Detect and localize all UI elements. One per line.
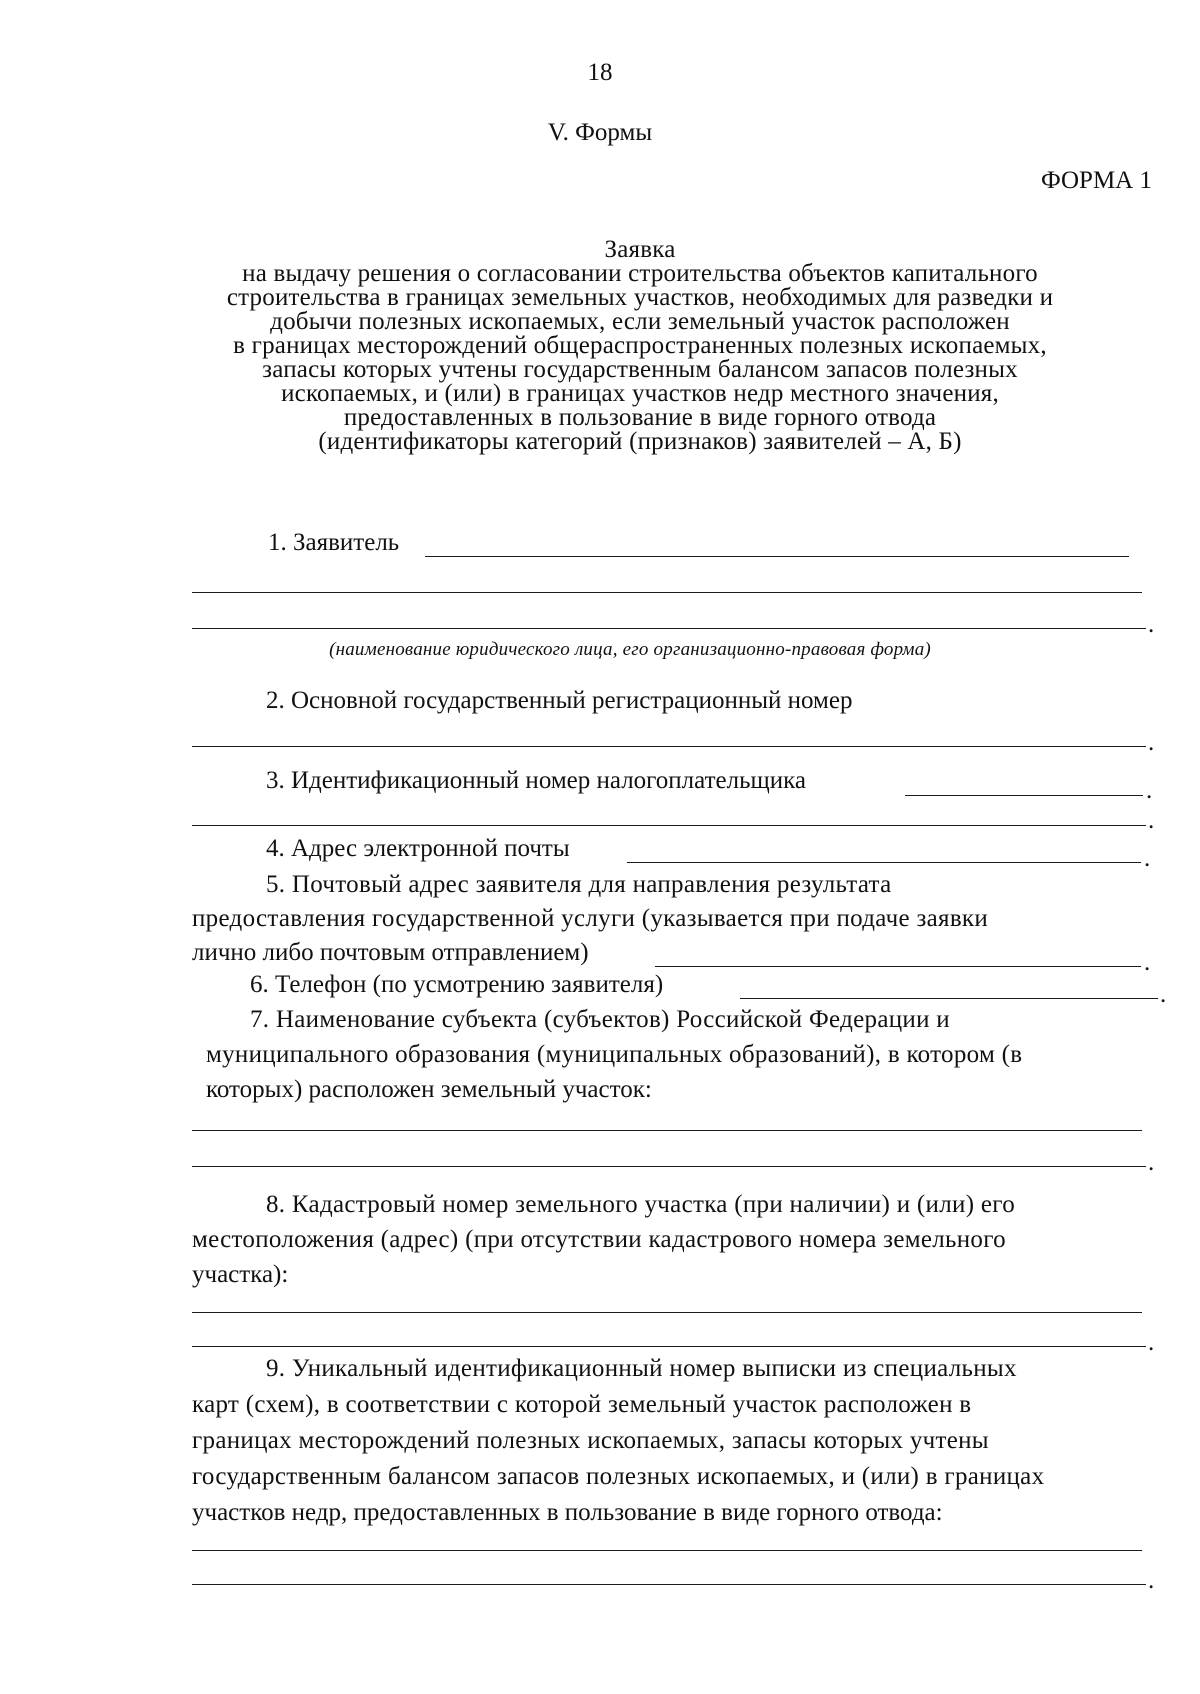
- document-page: 18 V. Формы ФОРМА 1 Заявка на выдачу решения о согласовании строительства объектов капитального строительства в границах земельных участков, необходимых для разведки и добычи полезных ископаемых, если земельный участок расположен в границах месторождений общераспространенных полезных ископаемых, запасы которых учтены государственным балансом запасов полезных ископаемых, и (или) в границах участков недр местного значения, предоставленных в пользование в виде горного отвода (идентификаторы категорий (признаков) заявителей – А, Б) 1. Заявитель . (наименование юридического лица, его организационно-правовая форма) 2. Основной государственный регистрационный номер . 3. Идентификационный номер налогоплательщика . . 4. Адрес электронной почты . 5. Почтовый адрес заявителя для направления результата предоставления государственной услуги (указывается при подаче заявки лично либо почтовым отправлением) . 6. Телефон (по усмотрению заявителя) . 7. Наименование субъекта (субъектов) Российской Федерации и муниципального образования (муниципальных образований), в котором (в которых) расположен земельный участок: . 8. Кадастровый номер земельного участка (при наличии) и (или) его местоположения (адрес) (при отсутствии кадастрового номера земельного участка): . 9. Уникальный идентификационный номер выписки из специальных карт (схем), в соответствии с которой земельный участок расположен в границах месторождений полезных ископаемых, запасы которых учтены государственным балансом запасов полезных ископаемых, и (или) в границах участков недр, предоставленных в пользование в виде горного отвода: .: [0, 0, 1200, 1694]
- postal-address-label-end: лично либо почтовым отправлением): [192, 939, 589, 966]
- title-line: ископаемых, и (или) в границах участков недр местного значения,: [281, 380, 999, 407]
- inn-field[interactable]: [905, 795, 1143, 796]
- extract-id-label-cont: границах месторождений полезных ископаемых, запасы которых учтены: [192, 1427, 989, 1454]
- cadastral-field[interactable]: [192, 1312, 1142, 1313]
- cadastral-label-end: участка):: [192, 1261, 289, 1288]
- postal-address-field[interactable]: [655, 966, 1141, 967]
- extract-id-label: 9. Уникальный идентификационный номер выписки из специальных: [266, 1355, 1017, 1382]
- postal-address-label-cont: предоставления государственной услуги (указывается при подаче заявки: [192, 905, 989, 932]
- region-label-end: которых) расположен земельный участок:: [206, 1076, 652, 1103]
- title-heading: Заявка: [604, 236, 676, 263]
- title-line: в границах месторождений общераспространенных полезных ископаемых,: [233, 332, 1047, 359]
- applicant-field[interactable]: [425, 556, 1129, 557]
- title-line: запасы которых учтены государственным балансом запасов полезных: [262, 356, 1018, 383]
- extract-id-label-cont: карт (схем), в соответствии с которой земельный участок расположен в: [192, 1391, 972, 1418]
- title-line: предоставленных в пользование в виде горного отвода: [343, 404, 937, 431]
- applicant-hint: (наименование юридического лица, его организационно-правовая форма): [329, 639, 931, 660]
- region-label-cont: муниципального образования (муниципальных образований), в котором (в: [206, 1041, 1023, 1068]
- inn-label: 3. Идентификационный номер налогоплательщика: [266, 767, 807, 794]
- ogrn-label: 2. Основной государственный регистрационный номер: [266, 687, 853, 714]
- application-title: [150, 238, 1130, 454]
- title-line: добычи полезных ископаемых, если земельный участок расположен: [270, 308, 1010, 335]
- page-number: 18: [587, 59, 613, 86]
- form-label: ФОРМА 1: [1040, 167, 1152, 194]
- extract-id-field[interactable]: [192, 1550, 1142, 1551]
- extract-id-label-end: участков недр, предоставленных в пользование в виде горного отвода:: [192, 1499, 943, 1526]
- cadastral-field-line[interactable]: [192, 1346, 1146, 1347]
- email-field[interactable]: [627, 862, 1141, 863]
- region-field-line[interactable]: [192, 1166, 1146, 1167]
- extract-id-field-line[interactable]: [192, 1584, 1146, 1585]
- phone-label: 6. Телефон (по усмотрению заявителя): [250, 971, 664, 998]
- extract-id-label-cont: государственным балансом запасов полезных ископаемых, и (или) в границах: [192, 1463, 1045, 1490]
- section-title: V. Формы: [547, 119, 653, 146]
- title-line: (идентификаторы категорий (признаков) заявителей – А, Б): [318, 428, 962, 455]
- title-line: строительства в границах земельных участков, необходимых для разведки и: [226, 284, 1054, 311]
- cadastral-label: 8. Кадастровый номер земельного участка (при наличии) и (или) его: [266, 1191, 1015, 1218]
- applicant-field-line[interactable]: [192, 628, 1146, 629]
- phone-field[interactable]: [740, 998, 1158, 999]
- ogrn-field[interactable]: [192, 746, 1146, 747]
- cadastral-label-cont: местоположения (адрес) (при отсутствии кадастрового номера земельного: [192, 1226, 1006, 1253]
- region-label: 7. Наименование субъекта (субъектов) Российской Федерации и: [250, 1006, 950, 1033]
- email-label: 4. Адрес электронной почты: [266, 835, 570, 862]
- region-field[interactable]: [192, 1130, 1142, 1131]
- inn-field-line[interactable]: [192, 825, 1146, 826]
- title-line: на выдачу решения о согласовании строительства объектов капитального: [242, 260, 1038, 287]
- postal-address-label: 5. Почтовый адрес заявителя для направления результата: [266, 871, 892, 898]
- applicant-field-line[interactable]: [192, 592, 1142, 593]
- applicant-label: 1. Заявитель: [268, 529, 400, 556]
